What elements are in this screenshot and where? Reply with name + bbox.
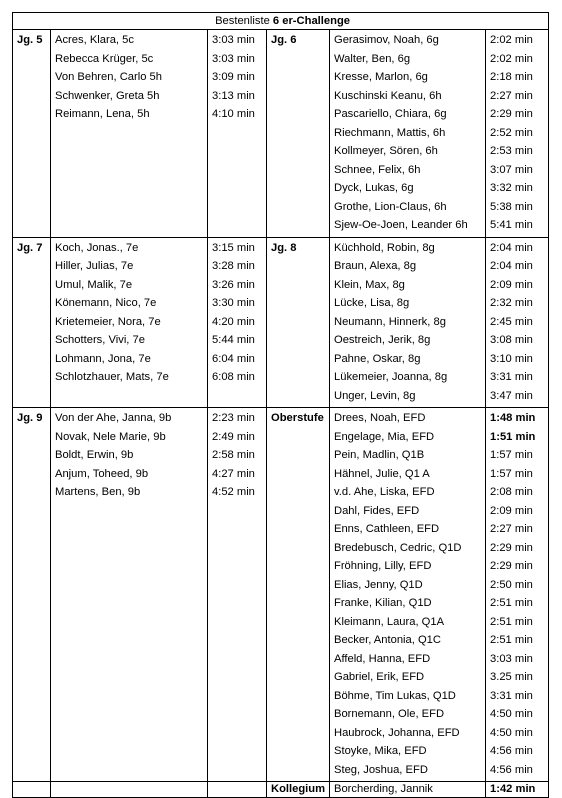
entry-name: Novak, Nele Marie, 9b — [55, 430, 166, 443]
grade-label — [267, 237, 330, 408]
times-cell — [208, 237, 267, 408]
entry-time: 3:28 min — [212, 260, 255, 272]
entry-name: Steg, Joshua, EFD — [334, 763, 428, 776]
entry-name: Lücke, Lisa, 8g — [334, 297, 410, 309]
entry-time: 4:56 min — [490, 745, 533, 757]
entry-name: Acres, Klara, 5c — [55, 34, 134, 46]
entry-name: Sjew-Oe-Joen, Leander 6h — [334, 219, 468, 231]
grade-label — [267, 30, 330, 238]
entry-name: Schwenker, Greta 5h — [55, 89, 160, 102]
entry-time: 3.25 min — [490, 671, 533, 683]
entry-time: 2:27 min — [490, 89, 533, 102]
entry-time: 4:56 min — [490, 763, 533, 776]
entry-time: 3:13 min — [212, 89, 255, 102]
entry-name: Gabriel, Erik, EFD — [334, 671, 425, 683]
empty-cell — [51, 782, 208, 798]
page-title — [13, 13, 549, 30]
entry-name: Franke, Kilian, Q1D — [334, 597, 432, 609]
entry-time: 1:48 min — [490, 412, 536, 424]
section-row — [13, 30, 549, 238]
entry-time: 4:50 min — [490, 708, 533, 720]
leaderboard-body — [13, 13, 549, 798]
entry-name: Pein, Madlin, Q1B — [334, 449, 425, 461]
entry-name: Böhme, Tim Lukas, Q1D — [334, 689, 456, 702]
entry-time: 2:53 min — [490, 145, 533, 157]
entry-name: Dyck, Lukas, 6g — [334, 182, 414, 194]
entry-name: Grothe, Lion-Claus, 6h — [334, 200, 447, 213]
times-cell — [486, 237, 549, 408]
title-prefix: Bestenliste — [215, 15, 273, 27]
entry-time: 2:04 min — [490, 260, 533, 272]
title-challenge: 6 er-Challenge — [272, 15, 351, 27]
entry-time: 4:10 min — [212, 108, 255, 120]
times-cell — [486, 30, 549, 238]
entry-time: 2:49 min — [212, 430, 255, 443]
entry-name: Bredebusch, Cedric, Q1D — [334, 541, 462, 554]
entry-time: 2:29 min — [490, 541, 533, 554]
entry-time: 5:41 min — [490, 219, 533, 231]
names-cell — [330, 408, 486, 782]
entry-name: Riechmann, Mattis, 6h — [334, 126, 446, 139]
entry-name: Von Behren, Carlo 5h — [55, 71, 162, 83]
entry-time: 1:42 min — [486, 782, 549, 798]
entry-name: Pahne, Oskar, 8g — [334, 352, 421, 365]
grade-label — [13, 237, 51, 408]
entry-time: 3:47 min — [490, 389, 533, 402]
entry-name: Haubrock, Johanna, EFD — [334, 726, 460, 739]
entry-time: 1:57 min — [490, 449, 533, 461]
entry-name: Gerasimov, Noah, 6g — [334, 34, 439, 46]
entry-name: Stoyke, Mika, EFD — [334, 745, 427, 757]
entry-name: Engelage, Mia, EFD — [334, 430, 435, 443]
entry-name: Unger, Levin, 8g — [334, 389, 416, 402]
entry-name: Anjum, Toheed, 9b — [55, 467, 149, 480]
section-row — [13, 408, 549, 782]
entry-time: 5:38 min — [490, 200, 533, 213]
empty-cell — [208, 782, 267, 798]
entry-name: Rebecca Krüger, 5c — [55, 52, 154, 65]
entry-time: 5:44 min — [212, 334, 255, 346]
footer-row — [13, 782, 549, 798]
entry-time: 3:30 min — [212, 297, 255, 309]
entry-time: 3:09 min — [212, 71, 255, 83]
entry-time: 2:51 min — [490, 634, 533, 646]
entry-name: Lükemeier, Joanna, 8g — [334, 371, 448, 383]
entry-time: 2:51 min — [490, 597, 533, 609]
entry-time: 3:03 min — [490, 652, 533, 665]
entry-name: Schnee, Felix, 6h — [334, 163, 421, 176]
names-cell — [51, 408, 208, 782]
entry-time: 3:03 min — [212, 52, 255, 65]
entry-time: 2:29 min — [490, 108, 533, 120]
entry-time: 3:03 min — [212, 34, 255, 46]
entry-name: Kuschinski Keanu, 6h — [334, 89, 442, 102]
entry-time: 3:10 min — [490, 352, 533, 365]
entry-name: Elias, Jenny, Q1D — [334, 578, 423, 591]
entry-time: 2:04 min — [490, 241, 533, 254]
entry-name: Drees, Noah, EFD — [334, 412, 426, 424]
entry-time: 2:32 min — [490, 297, 533, 309]
entry-time: 2:29 min — [490, 560, 533, 572]
entry-time: 6:08 min — [212, 371, 255, 383]
entry-name: Schlotzhauer, Mats, 7e — [55, 371, 169, 383]
grade-label-text: Jg. 6 — [271, 34, 297, 46]
entry-name: Enns, Cathleen, EFD — [334, 523, 440, 535]
names-cell — [51, 30, 208, 238]
grade-label-text: Jg. 8 — [271, 241, 297, 254]
entry-name: Klein, Max, 8g — [334, 278, 405, 291]
entry-time: 2:02 min — [490, 52, 533, 65]
entry-name: Affeld, Hanna, EFD — [334, 652, 431, 665]
grade-label-text: Oberstufe — [271, 412, 324, 424]
grade-label-text: Jg. 9 — [17, 412, 43, 424]
entry-time: 2:23 min — [212, 412, 255, 424]
entry-name: Dahl, Fides, EFD — [334, 504, 420, 517]
entry-time: 2:52 min — [490, 126, 533, 139]
entry-name: Kollmeyer, Sören, 6h — [334, 145, 438, 157]
entry-time: 2:18 min — [490, 71, 533, 83]
entry-name: Oestreich, Jerik, 8g — [334, 334, 431, 346]
entry-name: Kresse, Marlon, 6g — [334, 71, 428, 83]
entry-time: 3:26 min — [212, 278, 255, 291]
entry-name: Könemann, Nico, 7e — [55, 297, 157, 309]
grade-label-text: Jg. 7 — [17, 241, 43, 254]
entry-time: 2:58 min — [212, 449, 255, 461]
entry-name: Koch, Jonas., 7e — [55, 241, 139, 254]
entry-name: Hähnel, Julie, Q1 A — [334, 467, 430, 480]
entry-time: 3:07 min — [490, 163, 533, 176]
entry-name: Von der Ahe, Janna, 9b — [55, 412, 172, 424]
entry-time: 2:45 min — [490, 315, 533, 328]
entry-time: 3:15 min — [212, 241, 255, 254]
times-cell — [208, 408, 267, 782]
entry-name: Lohmann, Jona, 7e — [55, 352, 151, 365]
entry-name: Neumann, Hinnerk, 8g — [334, 315, 446, 328]
entry-time: 3:08 min — [490, 334, 533, 346]
entry-time: 2:09 min — [490, 504, 533, 517]
names-cell — [330, 30, 486, 238]
entry-time: 2:51 min — [490, 615, 533, 628]
entry-name: v.d. Ahe, Liska, EFD — [334, 486, 435, 498]
entry-name: Boldt, Erwin, 9b — [55, 449, 134, 461]
grade-label — [13, 30, 51, 238]
entry-name: Braun, Alexa, 8g — [334, 260, 417, 272]
entry-name: Martens, Ben, 9b — [55, 486, 141, 498]
entry-time: 3:32 min — [490, 182, 533, 194]
grade-label: Kollegium — [267, 782, 330, 798]
entry-name: Walter, Ben, 6g — [334, 52, 411, 65]
section-row — [13, 237, 549, 408]
entry-time: 2:27 min — [490, 523, 533, 535]
grade-label — [13, 408, 51, 782]
entry-time: 4:52 min — [212, 486, 255, 498]
entry-time: 2:08 min — [490, 486, 533, 498]
entry-time: 4:20 min — [212, 315, 255, 328]
entry-name: Umul, Malik, 7e — [55, 278, 133, 291]
times-cell — [208, 30, 267, 238]
entry-time: 1:51 min — [490, 430, 536, 443]
entry-name: Fröhning, Lilly, EFD — [334, 560, 432, 572]
entry-time: 2:50 min — [490, 578, 533, 591]
grade-label-text: Jg. 5 — [17, 34, 43, 46]
names-cell — [51, 237, 208, 408]
names-cell — [330, 237, 486, 408]
entry-name: Reimann, Lena, 5h — [55, 108, 150, 120]
entry-time: 4:50 min — [490, 726, 533, 739]
entry-time: 1:57 min — [490, 467, 533, 480]
entry-time: 3:31 min — [490, 371, 533, 383]
entry-name: Bornemann, Ole, EFD — [334, 708, 445, 720]
entry-name: Küchhold, Robin, 8g — [334, 241, 435, 254]
title-row — [13, 13, 549, 30]
entry-name: Borcherding, Jannik — [330, 782, 486, 798]
entry-time: 6:04 min — [212, 352, 255, 365]
entry-time: 2:02 min — [490, 34, 533, 46]
entry-time: 2:09 min — [490, 278, 533, 291]
entry-time: 3:31 min — [490, 689, 533, 702]
entry-name: Hiller, Julias, 7e — [55, 260, 134, 272]
empty-cell — [13, 782, 51, 798]
times-cell — [486, 408, 549, 782]
grade-label — [267, 408, 330, 782]
entry-name: Pascariello, Chiara, 6g — [334, 108, 447, 120]
entry-name: Krietemeier, Nora, 7e — [55, 315, 161, 328]
leaderboard-table — [12, 12, 549, 798]
entry-name: Schotters, Vivi, 7e — [55, 334, 145, 346]
entry-name: Becker, Antonia, Q1C — [334, 634, 441, 646]
entry-name: Kleimann, Laura, Q1A — [334, 615, 445, 628]
entry-time: 4:27 min — [212, 467, 255, 480]
